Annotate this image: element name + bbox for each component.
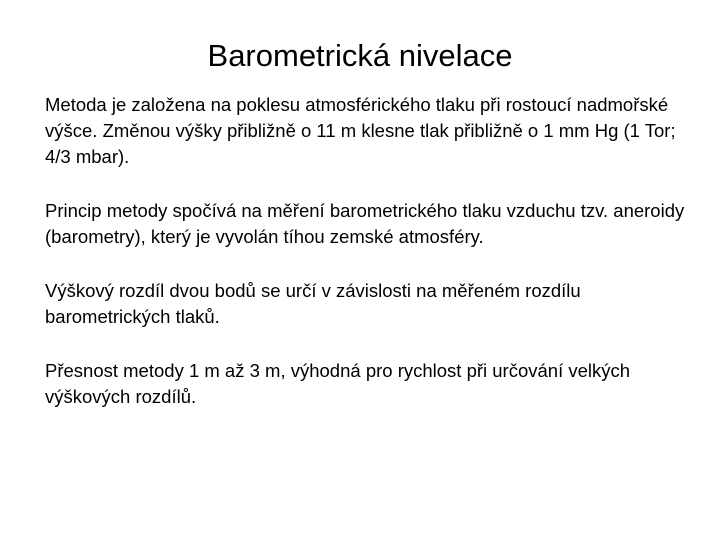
slide-body: [45, 92, 695, 438]
paragraph-accuracy: Přesnost metody 1 m až 3 m, výhodná pro rychlost při určování velkých výškových rozdílů.: [45, 360, 631, 407]
paragraph-principle: Princip metody spočívá na měření barometrického tlaku vzduchu tzv. aneroidy (barometry), který je vyvolán tíhou zemské atmosféry.: [45, 200, 685, 247]
slide-title: Barometrická nivelace: [207, 38, 513, 73]
paragraph-height-difference: Výškový rozdíl dvou bodů se určí v závislosti na měřeném rozdílu barometrických tlaků.: [45, 280, 581, 327]
paragraph-method: Metoda je založena na poklesu atmosférického tlaku při rostoucí nadmořské výšce. Změnou výšky přibližně o 11 m klesne tlak přibližně o 1 mm Hg (1 Tor; 4/3 mbar).: [45, 94, 676, 167]
